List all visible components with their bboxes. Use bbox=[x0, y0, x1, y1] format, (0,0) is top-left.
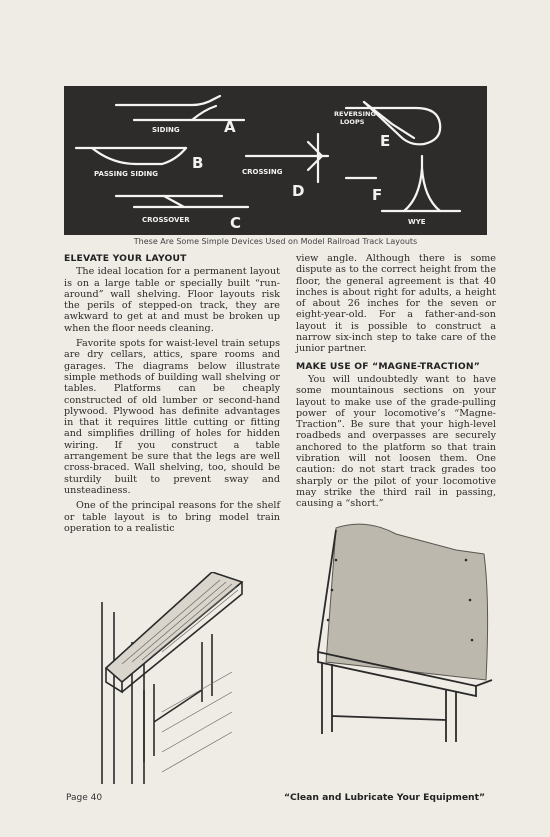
label-reversing: REVERSING bbox=[334, 110, 376, 118]
label-loops: LOOPS bbox=[340, 118, 365, 126]
paragraph: One of the principal reasons for the shelf or table layout is to bring model train operation to a realistic bbox=[64, 500, 280, 534]
nail bbox=[469, 599, 472, 602]
siding-track-upper bbox=[116, 96, 220, 105]
cross-brace bbox=[154, 690, 202, 722]
label-passing-siding: PASSING SIDING bbox=[94, 170, 158, 178]
label-crossover: CROSSOVER bbox=[142, 216, 190, 224]
section-heading-elevate: ELEVATE YOUR LAYOUT bbox=[64, 253, 187, 264]
letter-b: B bbox=[192, 154, 204, 172]
paragraph-continued: view angle. Although there is some dispute as to the correct height from the floor, the general agreement is that 40 inches is about right for adults, a height of about 26 inches for the seven or eight-year-old. For a father-and-son layout it is possible to construct a narrow six-inch step to take care of the junior partner. bbox=[296, 253, 496, 355]
label-siding: SIDING bbox=[152, 126, 180, 134]
plywood-panel bbox=[326, 524, 488, 680]
page-number: Page 40 bbox=[66, 793, 103, 803]
track-diagram-drawing bbox=[64, 86, 487, 235]
paragraph: The ideal location for a permanent layout is on a large table or specially built “run-around” wall shelving. Floor layouts risk the perils of stepped-on track, they are awkward to get at and must be broken up when the floor needs cleaning. bbox=[64, 266, 280, 334]
cross-brace bbox=[332, 716, 446, 720]
paragraph: You will undoubtedly want to have some mountainous sections on your layout to make use of the grade-pulling power of your locomotive’s “Magne-Traction”. Be sure that your high-level roadbeds and overpasses are securely anchored to the platform so that train vibration will not loosen them. One caution: do not start track grades too sharply or the pilot of your locomotive may strike the third rail in passing, causing a “short.” bbox=[296, 373, 496, 510]
letter-e: E bbox=[380, 132, 391, 150]
track-diagram bbox=[64, 86, 487, 235]
section-heading-magne-traction: MAKE USE OF “MAGNE-TRACTION” bbox=[296, 360, 480, 372]
right-column bbox=[296, 253, 496, 514]
table-illustration bbox=[306, 520, 496, 742]
crossover-link bbox=[164, 196, 184, 207]
nail bbox=[471, 639, 474, 642]
letter-a: A bbox=[224, 118, 236, 136]
wall-shelving-illustration bbox=[92, 572, 252, 784]
paragraph: Favorite spots for waist-level train setups are dry cellars, attics, spare rooms and garages. The diagrams below illustrate simple methods of building wall shelving or tables. Platforms can be cheaply constructed of old lumber or second-hand plywood. Plywood has definite advantages in that it requires little cutting or fitting and simplifies drilling of holes for hidden wiring. If you construct a table arrangement be sure that the legs are well cross-braced. Wall shelving, too, should be sturdily built to prevent sway and unsteadiness. bbox=[64, 338, 280, 496]
label-wye: WYE bbox=[408, 218, 426, 226]
wall-shading bbox=[162, 672, 232, 772]
passing-loop bbox=[92, 148, 186, 164]
nail bbox=[465, 559, 468, 562]
footer-slogan: “Clean and Lubricate Your Equipment” bbox=[284, 792, 486, 803]
nail bbox=[335, 559, 338, 562]
letter-f: F bbox=[372, 186, 383, 204]
figure-caption: These Are Some Simple Devices Used on Model Railroad Track Layouts bbox=[133, 237, 418, 246]
nail bbox=[327, 619, 330, 622]
siding-switch bbox=[192, 106, 216, 120]
letter-d: D bbox=[292, 182, 305, 200]
nail bbox=[331, 589, 334, 592]
letter-c: C bbox=[230, 214, 242, 232]
left-column bbox=[64, 253, 280, 538]
label-crossing: CROSSING bbox=[242, 168, 283, 176]
wye-legs bbox=[404, 168, 440, 211]
shelf-top bbox=[106, 572, 242, 682]
